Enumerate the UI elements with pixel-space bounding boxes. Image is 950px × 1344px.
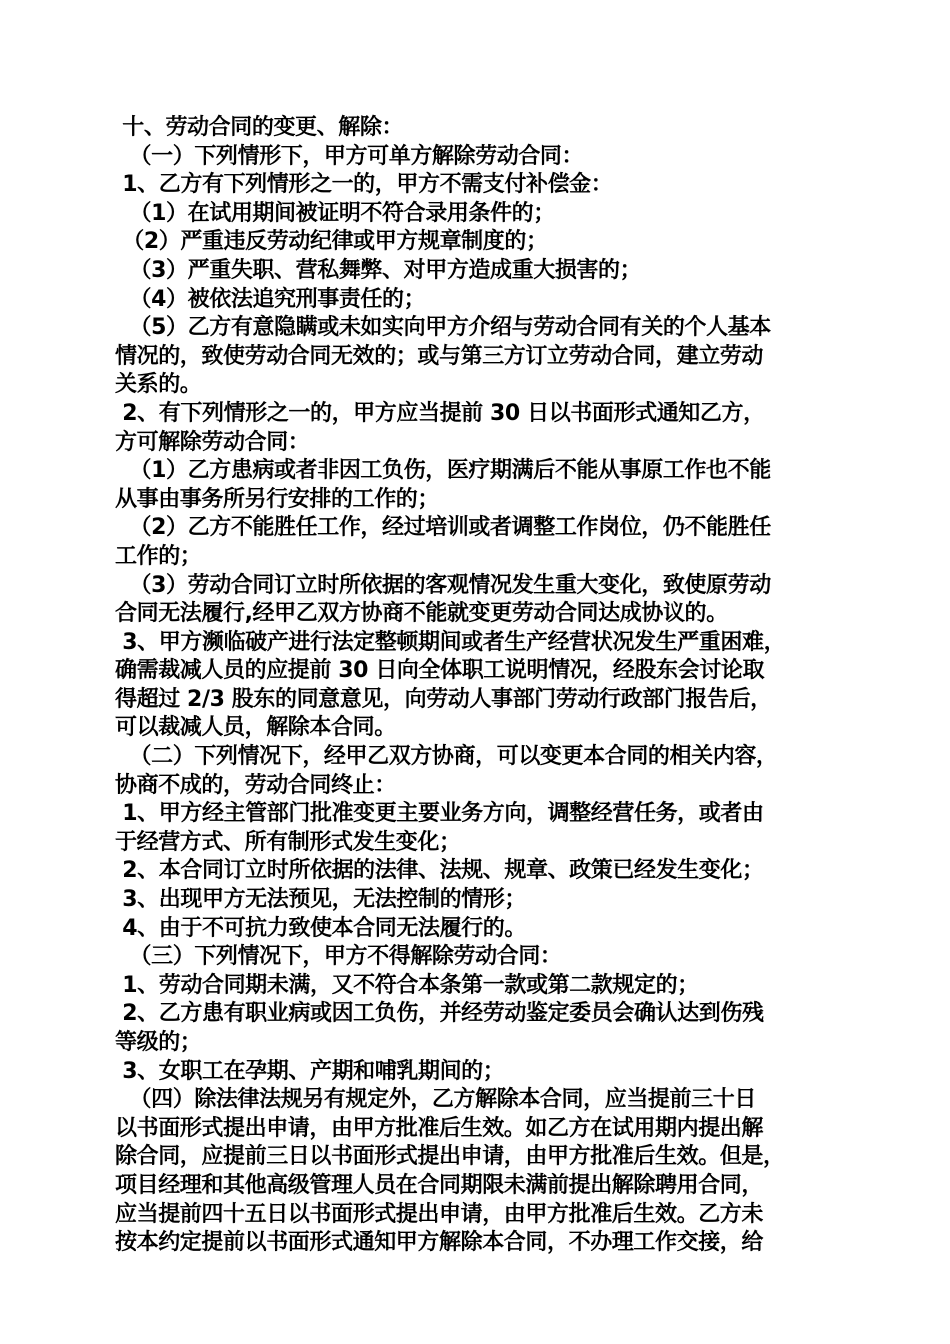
text-line: （三）下列情况下，甲方不得解除劳动合同：	[115, 944, 562, 970]
text-line: （四）除法律法规另有规定外，乙方解除本合同，应当提前三十日	[115, 1087, 756, 1113]
text-line: 3、女职工在孕期、产期和哺乳期间的；	[115, 1058, 505, 1084]
text-line: （3）严重失职、营私舞弊、对甲方造成重大损害的；	[115, 257, 642, 283]
text-line: 除合同，应提前三日以书面形式提出申请，由甲方批准后生效。但是，	[115, 1144, 785, 1170]
document-page	[115, 114, 840, 1258]
text-line: 工作的；	[115, 543, 202, 569]
text-line: 情况的，致使劳动合同无效的；或与第三方订立劳动合同，建立劳动	[115, 343, 764, 369]
text-line: 项目经理和其他高级管理人员在合同期限未满前提出解除聘用合同，	[115, 1172, 764, 1198]
text-line: 关系的。	[115, 372, 202, 398]
text-line: （3）劳动合同订立时所依据的客观情况发生重大变化，致使原劳动	[115, 572, 771, 598]
text-line: （2）乙方不能胜任工作，经过培训或者调整工作岗位，仍不能胜任	[115, 515, 771, 541]
text-line: 2、乙方患有职业病或因工负伤，并经劳动鉴定委员会确认达到伤残	[115, 1001, 764, 1027]
text-line: 确需裁减人员的应提前 30 日向全体职工说明情况，经股东会讨论取	[115, 658, 765, 684]
text-line: 以书面形式提出申请，由甲方批准后生效。如乙方在试用期内提出解	[115, 1115, 764, 1141]
text-line: （二）下列情况下，经甲乙双方协商，可以变更本合同的相关内容，	[115, 744, 778, 770]
text-line: 1、劳动合同期未满，又不符合本条第一款或第二款规定的；	[115, 972, 699, 998]
text-line: 十、劳动合同的变更、解除：	[115, 115, 404, 140]
text-line: 4、由于不可抗力致使本合同无法履行的。	[115, 915, 526, 941]
text-line: 等级的；	[115, 1030, 202, 1055]
text-line: 3、甲方濒临破产进行法定整顿期间或者生产经营状况发生严重困难，	[115, 629, 786, 655]
text-line: 1、甲方经主管部门批准变更主要业务方向，调整经营任务，或者由	[115, 801, 764, 827]
text-line: （一）下列情形下，甲方可单方解除劳动合同：	[115, 143, 584, 169]
text-line: （4）被依法追究刑事责任的；	[115, 286, 426, 312]
text-line: 3、出现甲方无法预见，无法控制的情形；	[115, 887, 526, 913]
text-line: 按本约定提前以书面形式通知甲方解除本合同，不办理工作交接，给	[115, 1230, 764, 1256]
text-line: 2、本合同订立时所依据的法律、法规、规章、政策已经发生变化；	[115, 858, 764, 884]
text-line: （2）严重违反劳动纪律或甲方规章制度的；	[115, 229, 548, 255]
text-line: 从事由事务所另行安排的工作的；	[115, 486, 440, 512]
text-line: 应当提前四十五日以书面形式提出申请，由甲方批准后生效。乙方未	[115, 1201, 764, 1227]
text-line: 合同无法履行,经甲乙双方协商不能就变更劳动合同达成协议的。	[115, 601, 728, 627]
text-line: 得超过 2/3 股东的同意意见，向劳动人事部门劳动行政部门报告后，	[115, 686, 772, 712]
text-line: 方可解除劳动合同：	[115, 429, 310, 455]
text-line: 协商不成的，劳动合同终止：	[115, 772, 396, 798]
text-line: 于经营方式、所有制形式发生变化；	[115, 829, 461, 855]
text-line: （5）乙方有意隐瞒或未如实向甲方介绍与劳动合同有关的个人基本	[115, 315, 771, 341]
text-line: （1）在试用期间被证明不符合录用条件的；	[115, 200, 555, 226]
text-line: 可以裁减人员，解除本合同。	[115, 715, 396, 741]
text-line: 2、有下列情形之一的，甲方应当提前 30 日以书面形式通知乙方，	[115, 400, 765, 426]
text-line: 1、乙方有下列情形之一的，甲方不需支付补偿金：	[115, 172, 613, 198]
text-line: （1）乙方患病或者非因工负伤，医疗期满后不能从事原工作也不能	[115, 458, 771, 484]
